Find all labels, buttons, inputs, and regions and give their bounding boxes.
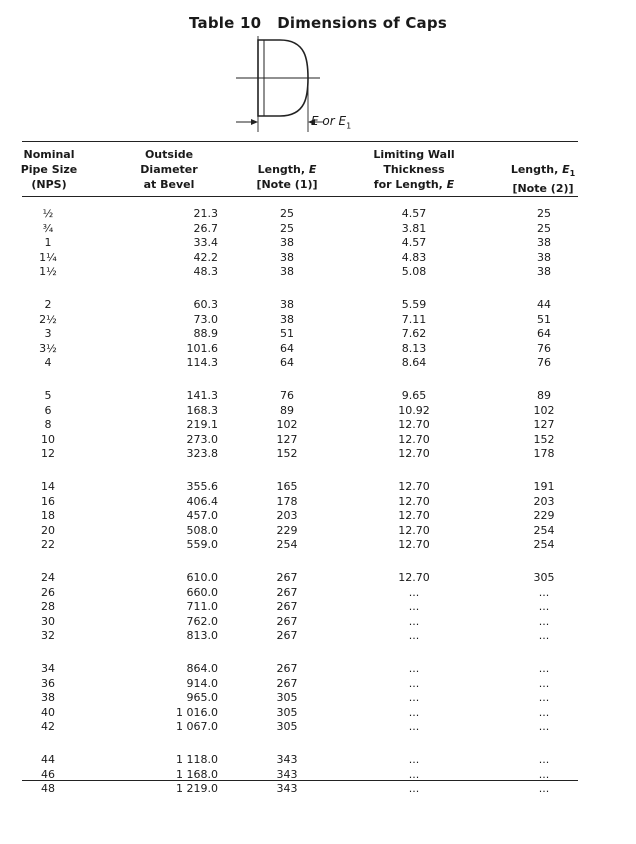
length-e-cell: 203	[276, 509, 298, 523]
length-e1-cell: ...	[538, 600, 550, 614]
length-e1-cell: 76	[537, 356, 551, 370]
table-row	[0, 524, 636, 539]
header-wall: Limiting Wall Thickness for Length, E	[373, 148, 455, 191]
length-e1-cell: 25	[537, 207, 551, 220]
table-body	[0, 207, 636, 844]
table-row	[0, 677, 636, 692]
nps-cell: 28	[41, 600, 55, 614]
table-row	[0, 691, 636, 706]
length-e-cell: 305	[276, 705, 298, 719]
length-e1-cell: 44	[537, 298, 551, 311]
table-row	[0, 706, 636, 721]
wall-thickness-cell: 12.70	[398, 523, 430, 537]
length-e1-cell: ...	[538, 585, 550, 599]
length-e-cell: 38	[280, 250, 294, 264]
table-row	[0, 662, 636, 677]
outside-diameter-cell: 559.0	[186, 538, 218, 552]
outside-diameter-cell: 60.3	[193, 298, 218, 311]
header-rule	[22, 196, 578, 197]
nps-cell: 8	[44, 418, 52, 432]
outside-diameter-cell: 323.8	[186, 447, 218, 461]
wall-thickness-cell: 12.70	[398, 418, 430, 432]
table-row	[0, 447, 636, 462]
length-e1-cell: 25	[537, 221, 551, 235]
nps-cell: 30	[41, 614, 55, 628]
table-number: Table 10	[189, 14, 262, 32]
nps-cell: 32	[41, 629, 55, 643]
length-e-cell: 38	[280, 265, 294, 279]
outside-diameter-cell: 42.2	[193, 250, 218, 264]
length-e-cell: 165	[276, 480, 298, 493]
nps-cell: 24	[41, 571, 55, 584]
outside-diameter-cell: 273.0	[186, 432, 218, 446]
nps-cell: 3½	[39, 341, 57, 355]
length-e-cell: 64	[280, 341, 294, 355]
wall-thickness-cell: 9.65	[401, 389, 427, 402]
header-nps: Nominal Pipe Size (NPS)	[20, 148, 78, 191]
nps-cell: 1	[44, 236, 52, 250]
table-caption: Dimensions of Caps	[277, 14, 447, 32]
wall-thickness-cell: ...	[408, 691, 420, 705]
table-row	[0, 327, 636, 342]
row-group	[0, 480, 636, 571]
header-length-e: Length, E [Note (1)]	[256, 163, 318, 191]
nps-cell: 22	[41, 538, 55, 552]
length-e-cell: 254	[276, 538, 298, 552]
outside-diameter-cell: 219.1	[186, 418, 218, 432]
length-e-cell: 343	[276, 782, 298, 796]
nps-cell: 44	[41, 753, 55, 766]
wall-thickness-cell: 12.70	[398, 480, 430, 493]
nps-cell: 5	[44, 389, 52, 402]
wall-thickness-cell: 12.70	[398, 494, 430, 508]
header-od: Outside Diameter at Bevel	[140, 148, 198, 191]
row-group	[0, 298, 636, 389]
wall-thickness-cell: ...	[408, 720, 420, 734]
table-row	[0, 480, 636, 495]
length-e1-cell: 254	[533, 523, 555, 537]
table-row	[0, 389, 636, 404]
nps-cell: 26	[41, 585, 55, 599]
wall-thickness-cell: ...	[408, 662, 420, 675]
nps-cell: 6	[44, 403, 52, 417]
length-e-cell: 64	[280, 356, 294, 370]
length-e-cell: 76	[280, 389, 294, 402]
table-title	[0, 14, 636, 32]
wall-thickness-cell: 4.83	[401, 250, 427, 264]
length-e1-cell: 89	[537, 389, 551, 402]
outside-diameter-cell: 1 118.0	[176, 753, 218, 766]
wall-thickness-cell: ...	[408, 600, 420, 614]
cap-diagram	[228, 34, 378, 134]
outside-diameter-cell: 1 168.0	[176, 767, 218, 781]
wall-thickness-cell: ...	[408, 585, 420, 599]
table-row	[0, 404, 636, 419]
wall-thickness-cell: ...	[408, 629, 420, 643]
outside-diameter-cell: 1 219.0	[176, 782, 218, 796]
wall-thickness-cell: 12.70	[398, 538, 430, 552]
length-e1-cell: 152	[533, 432, 555, 446]
length-e-cell: 343	[276, 767, 298, 781]
row-group	[0, 662, 636, 753]
nps-cell: 3	[44, 327, 52, 341]
wall-thickness-cell: 12.70	[398, 447, 430, 461]
table-row	[0, 356, 636, 371]
wall-thickness-cell: 7.11	[401, 312, 427, 326]
wall-thickness-cell: 12.70	[398, 432, 430, 446]
length-e1-cell: ...	[538, 767, 550, 781]
nps-cell: 40	[41, 705, 55, 719]
outside-diameter-cell: 1 067.0	[176, 720, 218, 734]
length-e1-cell: ...	[538, 705, 550, 719]
wall-thickness-cell: ...	[408, 767, 420, 781]
header-length-e1: Length, $E_1$ [Note (2)]	[510, 163, 576, 196]
outside-diameter-cell: 864.0	[186, 662, 218, 675]
outside-diameter-cell: 73.0	[193, 312, 218, 326]
table-row	[0, 298, 636, 313]
nps-cell: 12	[41, 447, 55, 461]
table-row	[0, 753, 636, 768]
length-e-cell: 343	[276, 753, 298, 766]
length-e-cell: 229	[276, 523, 298, 537]
table-row	[0, 509, 636, 524]
length-e1-cell: 102	[533, 403, 555, 417]
table-row	[0, 313, 636, 328]
length-e-cell: 267	[276, 614, 298, 628]
nps-cell: 46	[41, 767, 55, 781]
nps-cell: 20	[41, 523, 55, 537]
outside-diameter-cell: 508.0	[186, 523, 218, 537]
length-e-cell: 267	[276, 585, 298, 599]
length-e-cell: 25	[280, 221, 294, 235]
length-e1-cell: ...	[538, 629, 550, 643]
outside-diameter-cell: 965.0	[186, 691, 218, 705]
outside-diameter-cell: 114.3	[186, 356, 218, 370]
outside-diameter-cell: 355.6	[186, 480, 218, 493]
table-row	[0, 538, 636, 553]
length-e-cell: 305	[276, 691, 298, 705]
outside-diameter-cell: 88.9	[193, 327, 218, 341]
nps-cell: 38	[41, 691, 55, 705]
length-e1-cell: 203	[533, 494, 555, 508]
length-e1-cell: 178	[533, 447, 555, 461]
row-group	[0, 207, 636, 298]
nps-cell: 1½	[39, 265, 57, 279]
length-e1-cell: 38	[537, 250, 551, 264]
nps-cell: 18	[41, 509, 55, 523]
length-e-cell: 38	[280, 236, 294, 250]
outside-diameter-cell: 141.3	[186, 389, 218, 402]
nps-cell: 10	[41, 432, 55, 446]
length-e-cell: 127	[276, 432, 298, 446]
length-e-cell: 89	[280, 403, 294, 417]
length-e1-cell: 127	[533, 418, 555, 432]
table-row	[0, 418, 636, 433]
table-row	[0, 586, 636, 601]
length-e1-cell: 229	[533, 509, 555, 523]
nps-cell: 42	[41, 720, 55, 734]
wall-thickness-cell: 8.64	[401, 356, 427, 370]
length-e1-cell: 305	[533, 571, 555, 584]
length-e-cell: 267	[276, 662, 298, 675]
length-e-cell: 267	[276, 571, 298, 584]
row-group	[0, 389, 636, 480]
length-e1-cell: 38	[537, 236, 551, 250]
row-group	[0, 571, 636, 662]
nps-cell: 1¼	[39, 250, 57, 264]
dim-left-arrowhead	[251, 119, 258, 125]
nps-cell: ½	[42, 207, 54, 220]
length-e1-cell: 254	[533, 538, 555, 552]
outside-diameter-cell: 813.0	[186, 629, 218, 643]
wall-thickness-cell: 10.92	[398, 403, 430, 417]
dimension-label: E or $E_1$	[311, 114, 352, 131]
wall-thickness-cell: 7.62	[401, 327, 427, 341]
outside-diameter-cell: 21.3	[193, 207, 218, 220]
table-row	[0, 600, 636, 615]
table-row	[0, 251, 636, 266]
length-e-cell: 267	[276, 629, 298, 643]
outside-diameter-cell: 1 016.0	[176, 705, 218, 719]
wall-thickness-cell: 3.81	[401, 221, 427, 235]
table-row	[0, 222, 636, 237]
length-e1-cell: ...	[538, 753, 550, 766]
outside-diameter-cell: 168.3	[186, 403, 218, 417]
length-e1-cell: 64	[537, 327, 551, 341]
outside-diameter-cell: 457.0	[186, 509, 218, 523]
table-row	[0, 782, 636, 797]
length-e-cell: 267	[276, 600, 298, 614]
top-rule	[22, 141, 578, 142]
nps-cell: 36	[41, 676, 55, 690]
length-e1-cell: ...	[538, 782, 550, 796]
outside-diameter-cell: 48.3	[193, 265, 218, 279]
wall-thickness-cell: 4.57	[401, 236, 427, 250]
outside-diameter-cell: 406.4	[186, 494, 218, 508]
length-e-cell: 305	[276, 720, 298, 734]
length-e-cell: 25	[280, 207, 294, 220]
wall-thickness-cell: ...	[408, 753, 420, 766]
table-row	[0, 207, 636, 222]
table-row	[0, 495, 636, 510]
outside-diameter-cell: 914.0	[186, 676, 218, 690]
outside-diameter-cell: 26.7	[193, 221, 218, 235]
outside-diameter-cell: 660.0	[186, 585, 218, 599]
wall-thickness-cell: ...	[408, 705, 420, 719]
wall-thickness-cell: 8.13	[401, 341, 427, 355]
nps-cell: 4	[44, 356, 52, 370]
table-row	[0, 433, 636, 448]
length-e-cell: 102	[276, 418, 298, 432]
length-e1-cell: 191	[533, 480, 555, 493]
length-e1-cell: ...	[538, 662, 550, 675]
table-row	[0, 236, 636, 251]
wall-thickness-cell: ...	[408, 782, 420, 796]
wall-thickness-cell: 5.59	[401, 298, 427, 311]
row-group	[0, 753, 636, 844]
nps-cell: 2½	[39, 312, 57, 326]
bottom-rule	[22, 780, 578, 781]
nps-cell: 16	[41, 494, 55, 508]
wall-thickness-cell: 5.08	[401, 265, 427, 279]
table-row	[0, 629, 636, 644]
length-e1-cell: ...	[538, 676, 550, 690]
outside-diameter-cell: 101.6	[186, 341, 218, 355]
length-e-cell: 38	[280, 312, 294, 326]
length-e1-cell: ...	[538, 720, 550, 734]
length-e1-cell: 38	[537, 265, 551, 279]
length-e1-cell: ...	[538, 614, 550, 628]
wall-thickness-cell: ...	[408, 614, 420, 628]
length-e-cell: 178	[276, 494, 298, 508]
nps-cell: 48	[41, 782, 55, 796]
length-e-cell: 51	[280, 327, 294, 341]
nps-cell: ¾	[42, 221, 54, 235]
outside-diameter-cell: 33.4	[193, 236, 218, 250]
table-row	[0, 342, 636, 357]
length-e-cell: 267	[276, 676, 298, 690]
wall-thickness-cell: 12.70	[398, 509, 430, 523]
length-e1-cell: 76	[537, 341, 551, 355]
wall-thickness-cell: 12.70	[398, 571, 430, 584]
length-e-cell: 38	[280, 298, 294, 311]
table-row	[0, 571, 636, 586]
outside-diameter-cell: 711.0	[186, 600, 218, 614]
length-e-cell: 152	[276, 447, 298, 461]
wall-thickness-cell: ...	[408, 676, 420, 690]
length-e1-cell: ...	[538, 691, 550, 705]
nps-cell: 14	[41, 480, 55, 493]
length-e1-cell: 51	[537, 312, 551, 326]
table-row	[0, 615, 636, 630]
nps-cell: 34	[41, 662, 55, 675]
outside-diameter-cell: 762.0	[186, 614, 218, 628]
nps-cell: 2	[44, 298, 52, 311]
outside-diameter-cell: 610.0	[186, 571, 218, 584]
table-row	[0, 720, 636, 735]
table-row	[0, 265, 636, 280]
wall-thickness-cell: 4.57	[401, 207, 427, 220]
